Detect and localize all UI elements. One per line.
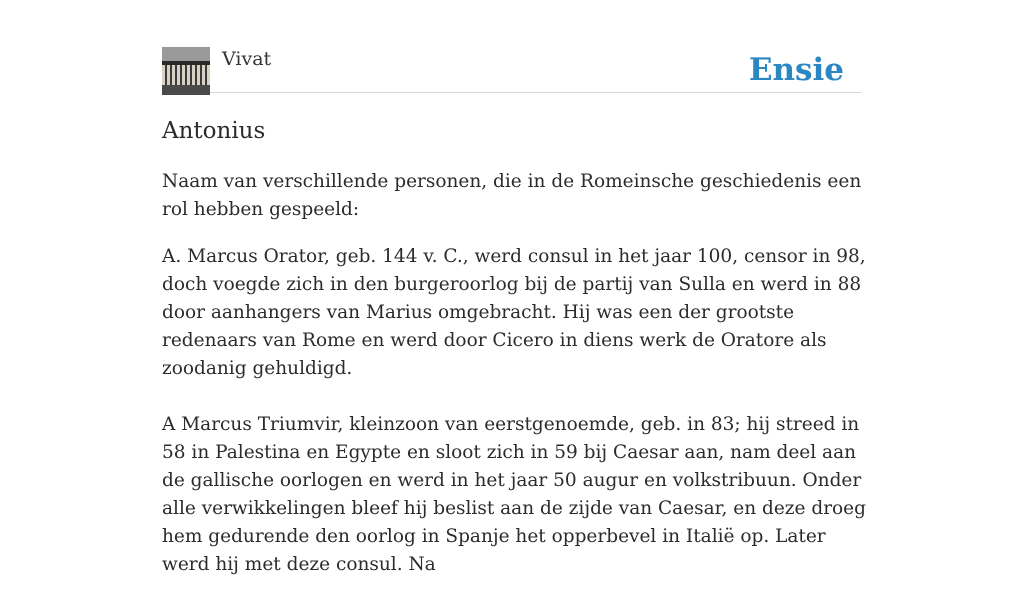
article-title: Antonius [162,118,266,144]
paragraph-intro: Naam van verschillende personen, die in de Romeinsche geschiedenis een rol hebben gespeeld: [162,171,862,220]
paragraph-marcus-orator: A. Marcus Orator, geb. 144 v. C., werd consul in het jaar 100, censor in 98, doch voegde zich in den burgeroorlog bij de partij van Sulla en werd in 88 door aanhangers van Marius omgebracht. Hij was een der grootste redenaars van Rome en werd door Cicero in diens werk de Oratore als zoodanig gehuldigd. [162,246,866,379]
article-body [162,168,867,598]
username[interactable]: Vivat [222,48,272,70]
user-avatar[interactable] [162,47,210,95]
site-header [162,46,862,93]
brand-logo[interactable]: Ensie [748,52,844,88]
book-shelf-icon [162,47,210,95]
paragraph-marcus-triumvir: A Marcus Triumvir, kleinzoon van eerstgenoemde, geb. in 83; hij streed in 58 in Palestina en Egypte en sloot zich in 59 bij Caesar aan, nam deel aan de gallische oorlogen en werd in het jaar 50 augur en volkstribuun. Onder alle verwikkelingen bleef hij beslist aan de zijde van Caesar, en deze droeg hem gedurende den oorlog in Spanje het opperbevel in Italië op. Later werd hij met deze consul. Na [162,414,866,575]
